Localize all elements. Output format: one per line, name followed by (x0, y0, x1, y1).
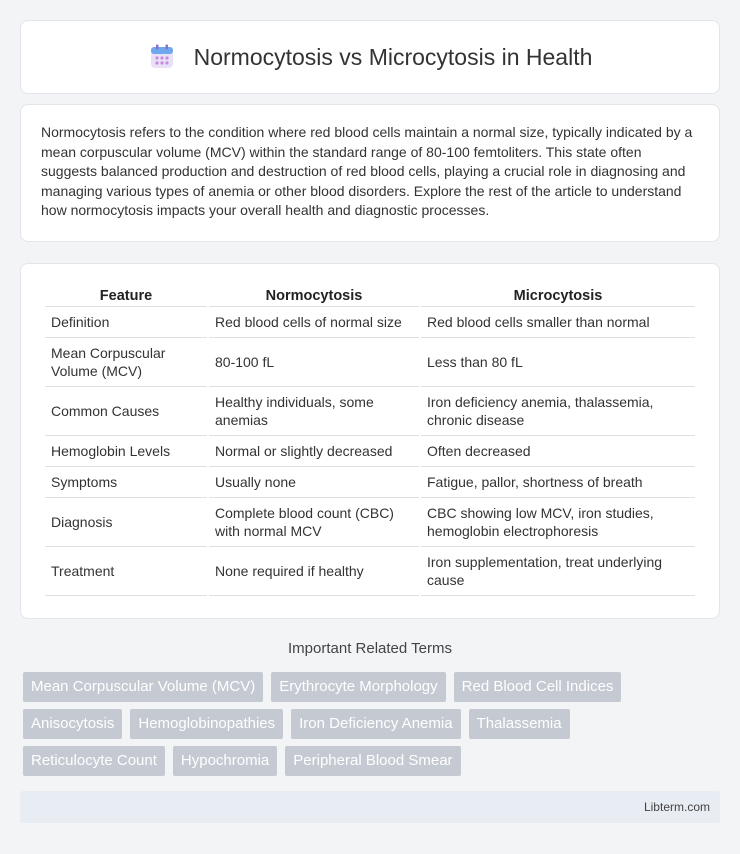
table-cell: Normal or slightly decreased (209, 436, 419, 467)
title-card (20, 20, 720, 94)
table-cell: Usually none (209, 467, 419, 498)
related-term-tag[interactable]: Iron Deficiency Anemia (291, 709, 460, 739)
table-row (45, 547, 695, 596)
table-cell: CBC showing low MCV, iron studies, hemoglobin electrophoresis (421, 498, 695, 547)
table-cell: Common Causes (45, 387, 207, 436)
footer-brand[interactable]: Libterm.com (643, 800, 710, 814)
table-cell: Mean Corpuscular Volume (MCV) (45, 338, 207, 387)
table-cell: Treatment (45, 547, 207, 596)
table-row (45, 387, 695, 436)
tag-row (23, 709, 723, 739)
page-title: Normocytosis vs Microcytosis in Health (193, 43, 593, 70)
table-cell: Complete blood count (CBC) with normal MCV (209, 498, 419, 547)
table-cell: Red blood cells of normal size (209, 307, 419, 338)
table-cell: Less than 80 fL (421, 338, 695, 387)
calendar-icon (148, 43, 176, 71)
table-cell: Red blood cells smaller than normal (421, 307, 695, 338)
table-row (45, 338, 695, 387)
related-term-tag[interactable]: Thalassemia (469, 709, 570, 739)
table-cell: Definition (45, 307, 207, 338)
table-cell: Symptoms (45, 467, 207, 498)
related-term-tag[interactable]: Red Blood Cell Indices (454, 672, 622, 702)
comparison-table (43, 284, 697, 596)
table-cell: Iron supplementation, treat underlying cause (421, 547, 695, 596)
table-cell: None required if healthy (209, 547, 419, 596)
table-cell: Diagnosis (45, 498, 207, 547)
table-header-row (45, 284, 695, 307)
table-cell: Fatigue, pallor, shortness of breath (421, 467, 695, 498)
related-term-tag[interactable]: Anisocytosis (23, 709, 122, 739)
related-terms-title: Important Related Terms (288, 640, 452, 657)
table-row (45, 498, 695, 547)
related-terms-list (23, 672, 723, 783)
related-term-tag[interactable]: Reticulocyte Count (23, 746, 165, 776)
related-term-tag[interactable]: Hypochromia (173, 746, 277, 776)
tag-row (23, 746, 723, 776)
table-cell: Iron deficiency anemia, thalassemia, chronic disease (421, 387, 695, 436)
comparison-table-card (20, 263, 720, 619)
column-header: Normocytosis (209, 284, 419, 307)
table-row (45, 307, 695, 338)
table-cell: Healthy individuals, some anemias (209, 387, 419, 436)
related-term-tag[interactable]: Mean Corpuscular Volume (MCV) (23, 672, 263, 702)
table-row (45, 436, 695, 467)
table-cell: 80-100 fL (209, 338, 419, 387)
tag-row (23, 672, 723, 702)
intro-text: Normocytosis refers to the condition where red blood cells maintain a normal size, typically indicated by a mean corpuscular volume (MCV) within the standard range of 80-100 femtoliters. This state often suggests balanced production and destruction of red blood cells, playing a crucial role in diagnosing and managing various types of anemia or other blood disorders. Explore the rest of the article to understand how normocytosis impacts your overall health and diagnostic processes. (41, 124, 693, 218)
footer (20, 791, 720, 823)
related-term-tag[interactable]: Erythrocyte Morphology (271, 672, 445, 702)
table-cell: Often decreased (421, 436, 695, 467)
related-term-tag[interactable]: Peripheral Blood Smear (285, 746, 460, 776)
table-cell: Hemoglobin Levels (45, 436, 207, 467)
column-header: Feature (45, 284, 207, 307)
intro-card (20, 104, 720, 242)
table-row (45, 467, 695, 498)
column-header: Microcytosis (421, 284, 695, 307)
related-term-tag[interactable]: Hemoglobinopathies (130, 709, 283, 739)
